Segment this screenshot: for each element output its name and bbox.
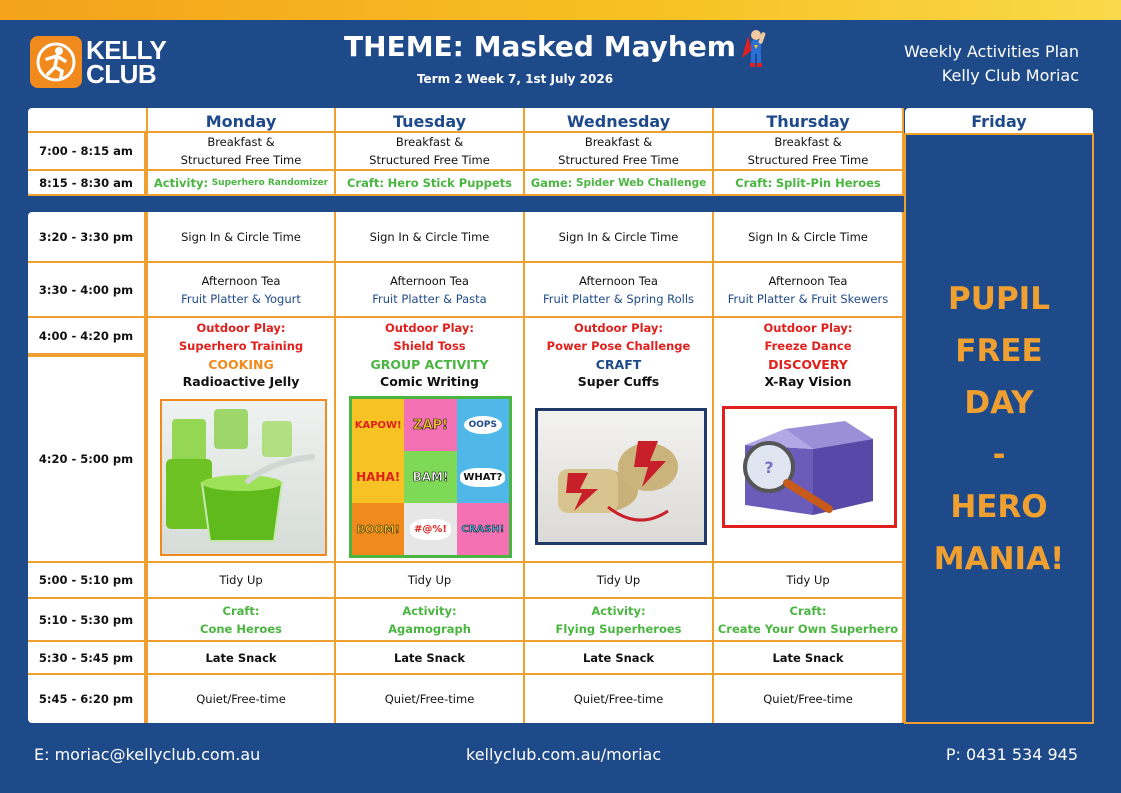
activity-title: X-Ray Vision [764,374,852,389]
outdoor-label: Outdoor Play: [763,320,853,335]
tidy-up-wednesday: Tidy Up [525,563,714,599]
time-slot-8: 5:10 - 5:30 pm [28,599,146,642]
top-accent-bar [0,0,1121,20]
activity-category: COOKING [208,357,274,372]
outdoor-item: Freeze Dance [764,338,852,353]
outdoor-play-thursday [714,318,904,355]
friday-line: DAY [964,384,1034,421]
activity-name: Superhero Randomizer [211,177,329,188]
time-slot-10: 5:45 - 6:20 pm [28,675,146,723]
friday-line: MANIA! [933,540,1065,577]
activity-prefix: Craft: [735,175,773,190]
breakfast-tuesday [336,133,525,171]
late-activity-thursday [714,599,904,642]
afternoon-tea-wednesday [525,263,714,318]
time-slot-3: 3:20 - 3:30 pm [28,212,146,263]
outdoor-play-tuesday [336,318,525,355]
activity-prefix: Activity: [402,603,457,618]
footer-email[interactable]: E: moriac@kellyclub.com.au [34,745,261,764]
running-kid-icon [30,36,82,88]
quiet-time-monday: Quiet/Free-time [146,675,336,723]
outdoor-play-monday [146,318,336,355]
kelly-club-logo [30,36,166,88]
comic-word: CRASH! [461,523,505,535]
jelly-cups-image [160,399,327,556]
late-snack-wednesday: Late Snack [525,642,714,675]
sign-in-thursday: Sign In & Circle Time [714,212,904,263]
comic-word: BOOM! [356,522,400,536]
comic-words-image [349,396,512,558]
comic-word: BAM! [412,470,449,484]
afternoon-tea-item: Fruit Platter & Pasta [372,291,487,306]
outdoor-label: Outdoor Play: [384,320,475,335]
tidy-up-tuesday: Tidy Up [336,563,525,599]
breakfast-thursday [714,133,904,171]
time-slot-6: 4:20 - 5:00 pm [28,355,146,563]
quiet-time-wednesday: Quiet/Free-time [525,675,714,723]
friday-line: FREE [955,332,1043,369]
afternoon-tea-monday [146,263,336,318]
time-slot-1: 7:00 - 8:15 am [28,133,146,171]
tidy-up-monday: Tidy Up [146,563,336,599]
friday-line: PUPIL [948,280,1050,317]
activity-category: DISCOVERY [768,357,848,372]
breakfast-line2: Structured Free Time [558,153,679,167]
afternoon-tea-label: Afternoon Tea [768,273,848,288]
mystery-box-magnifier-image [722,406,897,528]
outdoor-label: Outdoor Play: [573,320,664,335]
morning-activity-wednesday [525,171,714,196]
comic-word: WHAT? [460,468,505,487]
late-snack-monday: Late Snack [146,642,336,675]
activity-prefix: Activity: [153,175,209,190]
late-activity-monday [146,599,336,642]
day-header-monday: Monday [146,108,336,133]
activity-category: CRAFT [595,357,642,372]
breakfast-line1: Breakfast & [207,135,275,149]
club-name: Kelly Club Moriac [941,66,1079,85]
sign-in-monday: Sign In & Circle Time [146,212,336,263]
activity-name: Flying Superheroes [555,621,682,636]
activity-name: Hero Stick Puppets [387,175,513,190]
friday-line: - [992,436,1006,473]
outdoor-play-wednesday [525,318,714,355]
breakfast-line1: Breakfast & [395,135,464,149]
activity-name: Split-Pin Heroes [775,175,881,190]
day-header-friday: Friday [905,108,1093,133]
quiet-time-tuesday: Quiet/Free-time [336,675,525,723]
footer-phone[interactable]: P: 0431 534 945 [945,745,1078,764]
afternoon-tea-tuesday [336,263,525,318]
breakfast-line2: Structured Free Time [180,153,302,167]
comic-word: ZAP! [413,417,448,433]
activity-name: Agamograph [388,621,471,636]
activity-title: Super Cuffs [577,374,660,389]
day-header-thursday: Thursday [714,108,904,133]
time-slot-5: 4:00 - 4:20 pm [28,318,146,355]
afternoon-tea-item: Fruit Platter & Spring Rolls [542,291,695,306]
afternoon-tea-label: Afternoon Tea [579,273,658,288]
friday-line: HERO [950,488,1048,525]
activity-prefix: Craft: [789,603,827,618]
day-header-tuesday: Tuesday [336,108,525,133]
comic-word: OOPS [464,416,502,434]
quiet-time-thursday: Quiet/Free-time [714,675,904,723]
late-snack-tuesday: Late Snack [336,642,525,675]
time-slot-7: 5:00 - 5:10 pm [28,563,146,599]
breakfast-line1: Breakfast & [584,135,653,149]
friday-pupil-free-day [904,133,1094,724]
activity-category: GROUP ACTIVITY [370,357,489,372]
sign-in-tuesday: Sign In & Circle Time [336,212,525,263]
breakfast-wednesday [525,133,714,171]
footer-website[interactable]: kellyclub.com.au/moriac [466,745,662,764]
svg-text:?: ? [764,458,774,477]
time-slot-4: 3:30 - 4:00 pm [28,263,146,318]
afternoon-tea-thursday [714,263,904,318]
breakfast-monday [146,133,336,171]
activity-prefix: Craft: [346,175,384,190]
sign-in-wednesday: Sign In & Circle Time [525,212,714,263]
late-activity-tuesday [336,599,525,642]
breakfast-line1: Breakfast & [774,135,842,149]
morning-activity-thursday [714,171,904,196]
logo-line2: CLUB [86,59,157,89]
activity-name: Spider Web Challenge [575,176,707,189]
comic-word: HAHA! [356,470,401,484]
outdoor-item: Shield Toss [393,338,466,353]
super-cuffs-image [535,408,707,545]
activity-name: Create Your Own Superhero [717,621,899,636]
activity-title: Radioactive Jelly [182,374,300,389]
plan-title: Weekly Activities Plan [904,42,1079,61]
afternoon-tea-item: Fruit Platter & Fruit Skewers [727,291,889,306]
morning-activity-monday [146,171,336,196]
activity-prefix: Activity: [591,603,646,618]
tidy-up-thursday: Tidy Up [714,563,904,599]
late-activity-wednesday [525,599,714,642]
activity-prefix: Craft: [222,603,260,618]
comic-word: #@%! [410,519,451,540]
logo-line1: KELLY [86,35,167,65]
outdoor-label: Outdoor Play: [196,320,286,335]
afternoon-tea-label: Afternoon Tea [201,273,281,288]
theme-title: THEME: Masked Mayhem [344,30,736,63]
outdoor-item: Superhero Training [178,338,304,353]
afternoon-tea-item: Fruit Platter & Yogurt [181,291,301,306]
breakfast-line2: Structured Free Time [369,153,490,167]
late-snack-thursday: Late Snack [714,642,904,675]
comic-word: KAPOW! [354,419,402,431]
time-slot-2: 8:15 - 8:30 am [28,171,146,196]
morning-activity-tuesday [336,171,525,196]
time-slot-9: 5:30 - 5:45 pm [28,642,146,675]
time-header-empty [28,108,146,133]
outdoor-item: Power Pose Challenge [546,338,691,353]
breakfast-line2: Structured Free Time [747,153,869,167]
activity-prefix: Game: [530,175,573,190]
day-header-wednesday: Wednesday [525,108,714,133]
afternoon-tea-label: Afternoon Tea [390,273,469,288]
flying-superhero-icon [738,28,770,74]
theme-subtitle: Term 2 Week 7, 1st July 2026 [416,72,614,86]
activity-name: Cone Heroes [200,621,282,636]
activity-title: Comic Writing [380,374,479,389]
